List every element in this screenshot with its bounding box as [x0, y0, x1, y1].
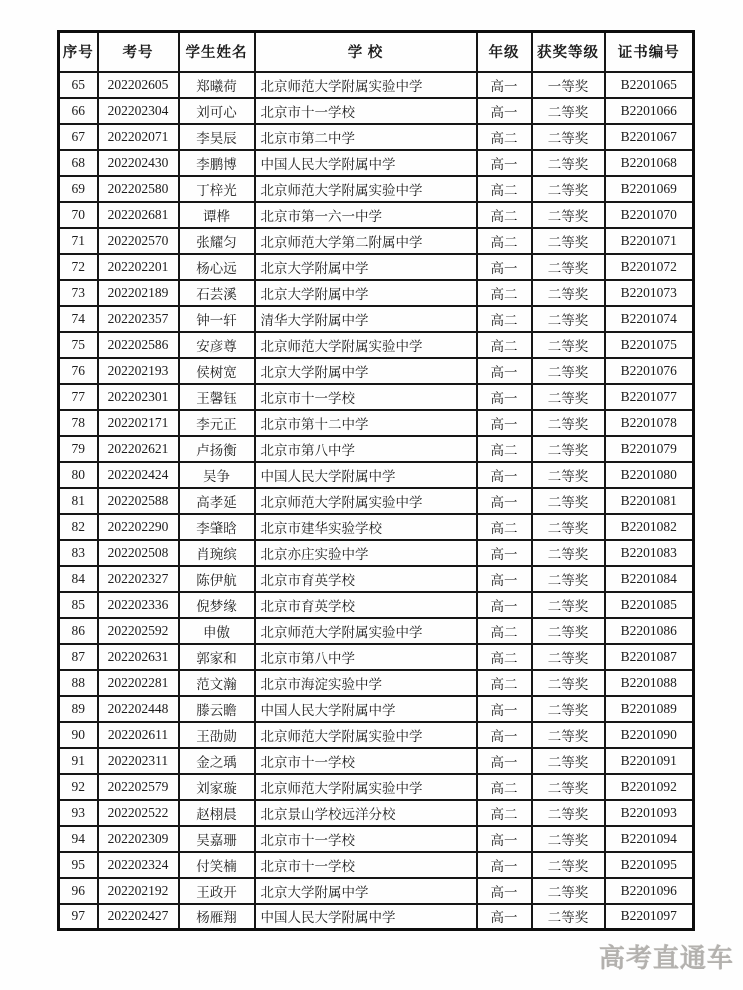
table-cell: 北京大学附属中学: [255, 878, 477, 904]
table-cell: 202202681: [98, 202, 179, 228]
table-cell: 二等奖: [532, 826, 605, 852]
table-row: [59, 826, 694, 852]
table-row: [59, 124, 694, 150]
table-cell: 81: [59, 488, 98, 514]
table-cell: 北京亦庄实验中学: [255, 540, 477, 566]
table-cell: 二等奖: [532, 436, 605, 462]
table-cell: 77: [59, 384, 98, 410]
table-cell: 高一: [477, 540, 532, 566]
table-cell: 侯树宽: [179, 358, 255, 384]
table-cell: B2201075: [605, 332, 694, 358]
table-cell: 金之瑀: [179, 748, 255, 774]
table-cell: 75: [59, 332, 98, 358]
table-cell: 刘家璇: [179, 774, 255, 800]
table-cell: B2201074: [605, 306, 694, 332]
table-cell: 王政开: [179, 878, 255, 904]
table-cell: B2201095: [605, 852, 694, 878]
table-cell: B2201088: [605, 670, 694, 696]
table-cell: 高一: [477, 462, 532, 488]
table-cell: 202202201: [98, 254, 179, 280]
table-cell: 95: [59, 852, 98, 878]
table-cell: 二等奖: [532, 176, 605, 202]
table-cell: 70: [59, 202, 98, 228]
table-cell: 高一: [477, 410, 532, 436]
table-cell: 二等奖: [532, 670, 605, 696]
table-cell: 202202304: [98, 98, 179, 124]
table-cell: B2201077: [605, 384, 694, 410]
table-cell: 202202631: [98, 644, 179, 670]
table-cell: B2201080: [605, 462, 694, 488]
table-cell: 北京市育英学校: [255, 566, 477, 592]
table-cell: 高二: [477, 124, 532, 150]
table-cell: B2201094: [605, 826, 694, 852]
table-cell: 90: [59, 722, 98, 748]
table-cell: 二等奖: [532, 228, 605, 254]
table-row: [59, 800, 694, 826]
table-cell: 202202357: [98, 306, 179, 332]
table-cell: B2201066: [605, 98, 694, 124]
table-cell: 北京大学附属中学: [255, 358, 477, 384]
table-row: [59, 696, 694, 722]
table-cell: 李元正: [179, 410, 255, 436]
table-row: [59, 748, 694, 774]
column-header-4: 年级: [477, 32, 532, 72]
table-cell: 安彦尊: [179, 332, 255, 358]
table-cell: 69: [59, 176, 98, 202]
table-cell: 二等奖: [532, 306, 605, 332]
table-cell: 202202324: [98, 852, 179, 878]
table-cell: 中国人民大学附属中学: [255, 696, 477, 722]
table-cell: 北京大学附属中学: [255, 254, 477, 280]
table-cell: 202202605: [98, 72, 179, 98]
table-cell: 二等奖: [532, 488, 605, 514]
table-cell: 二等奖: [532, 800, 605, 826]
table-cell: B2201069: [605, 176, 694, 202]
column-header-3: 学 校: [255, 32, 477, 72]
table-cell: 北京师范大学附属实验中学: [255, 488, 477, 514]
table-cell: 高二: [477, 306, 532, 332]
table-cell: 高一: [477, 878, 532, 904]
table-cell: 高二: [477, 436, 532, 462]
table-cell: 202202427: [98, 904, 179, 930]
table-cell: 北京市海淀实验中学: [255, 670, 477, 696]
table-cell: 卢扬衡: [179, 436, 255, 462]
table-cell: 北京师范大学附属实验中学: [255, 176, 477, 202]
table-cell: 二等奖: [532, 254, 605, 280]
award-table: [57, 30, 695, 931]
table-cell: 202202301: [98, 384, 179, 410]
table-cell: 北京市第二中学: [255, 124, 477, 150]
table-cell: 202202508: [98, 540, 179, 566]
table-cell: 高一: [477, 150, 532, 176]
table-cell: 倪梦缘: [179, 592, 255, 618]
table-cell: B2201065: [605, 72, 694, 98]
table-cell: B2201083: [605, 540, 694, 566]
table-cell: 郑曦荷: [179, 72, 255, 98]
table-row: [59, 462, 694, 488]
table-row: [59, 852, 694, 878]
table-cell: 杨雁翔: [179, 904, 255, 930]
table-cell: 高一: [477, 488, 532, 514]
table-cell: 北京市第一六一中学: [255, 202, 477, 228]
table-cell: 85: [59, 592, 98, 618]
table-cell: 北京大学附属中学: [255, 280, 477, 306]
table-cell: 赵栩晨: [179, 800, 255, 826]
table-row: [59, 384, 694, 410]
table-cell: 高一: [477, 722, 532, 748]
column-header-1: 考号: [98, 32, 179, 72]
table-cell: B2201073: [605, 280, 694, 306]
table-cell: B2201089: [605, 696, 694, 722]
table-row: [59, 904, 694, 930]
table-cell: B2201068: [605, 150, 694, 176]
table-cell: 二等奖: [532, 150, 605, 176]
table-cell: B2201097: [605, 904, 694, 930]
table-row: [59, 228, 694, 254]
table-cell: 吴嘉珊: [179, 826, 255, 852]
table-cell: B2201071: [605, 228, 694, 254]
table-row: [59, 488, 694, 514]
table-cell: 北京师范大学第二附属中学: [255, 228, 477, 254]
table-cell: 一等奖: [532, 72, 605, 98]
column-header-6: 证书编号: [605, 32, 694, 72]
table-cell: 74: [59, 306, 98, 332]
table-cell: B2201091: [605, 748, 694, 774]
table-cell: 76: [59, 358, 98, 384]
table-cell: 202202592: [98, 618, 179, 644]
table-cell: B2201072: [605, 254, 694, 280]
table-cell: 高一: [477, 72, 532, 98]
table-cell: 高孝延: [179, 488, 255, 514]
table-cell: 李昊辰: [179, 124, 255, 150]
column-header-5: 获奖等级: [532, 32, 605, 72]
table-cell: 北京师范大学附属实验中学: [255, 774, 477, 800]
table-cell: 肖琬缤: [179, 540, 255, 566]
table-cell: 202202327: [98, 566, 179, 592]
table-row: [59, 514, 694, 540]
table-cell: 付笑楠: [179, 852, 255, 878]
table-cell: B2201086: [605, 618, 694, 644]
table-cell: 北京市十一学校: [255, 98, 477, 124]
table-row: [59, 410, 694, 436]
table-cell: 北京市第十二中学: [255, 410, 477, 436]
table-cell: 202202171: [98, 410, 179, 436]
table-cell: 高一: [477, 358, 532, 384]
table-row: [59, 280, 694, 306]
column-header-2: 学生姓名: [179, 32, 255, 72]
table-cell: 高二: [477, 280, 532, 306]
table-cell: 北京市十一学校: [255, 384, 477, 410]
table-row: [59, 670, 694, 696]
table-cell: 202202290: [98, 514, 179, 540]
table-cell: 高二: [477, 176, 532, 202]
table-cell: 北京师范大学附属实验中学: [255, 618, 477, 644]
table-cell: 202202189: [98, 280, 179, 306]
table-cell: 93: [59, 800, 98, 826]
table-row: [59, 176, 694, 202]
table-cell: 张耀匀: [179, 228, 255, 254]
table-cell: 89: [59, 696, 98, 722]
table-cell: 73: [59, 280, 98, 306]
table-cell: 高二: [477, 644, 532, 670]
watermark: 高考直通车: [599, 944, 735, 973]
table-cell: 66: [59, 98, 98, 124]
table-cell: 72: [59, 254, 98, 280]
table-cell: 北京师范大学附属实验中学: [255, 722, 477, 748]
table-row: [59, 644, 694, 670]
table-cell: 高二: [477, 202, 532, 228]
table-cell: 202202430: [98, 150, 179, 176]
table-cell: 北京师范大学附属实验中学: [255, 72, 477, 98]
table-cell: 二等奖: [532, 98, 605, 124]
table-cell: B2201093: [605, 800, 694, 826]
table-cell: 高一: [477, 384, 532, 410]
table-row: [59, 150, 694, 176]
table-cell: 65: [59, 72, 98, 98]
table-cell: 杨心远: [179, 254, 255, 280]
table-cell: 钟一轩: [179, 306, 255, 332]
table-cell: 202202311: [98, 748, 179, 774]
table-cell: 202202281: [98, 670, 179, 696]
table-cell: 北京景山学校远洋分校: [255, 800, 477, 826]
table-cell: 67: [59, 124, 98, 150]
table-cell: 北京市育英学校: [255, 592, 477, 618]
table-cell: 高二: [477, 670, 532, 696]
table-cell: 二等奖: [532, 852, 605, 878]
table-cell: B2201078: [605, 410, 694, 436]
table-cell: 高一: [477, 696, 532, 722]
table-cell: 高二: [477, 618, 532, 644]
table-cell: 91: [59, 748, 98, 774]
table-row: [59, 202, 694, 228]
table-cell: 202202193: [98, 358, 179, 384]
table-row: [59, 306, 694, 332]
table-cell: 高二: [477, 800, 532, 826]
table-cell: B2201087: [605, 644, 694, 670]
table-cell: 高一: [477, 566, 532, 592]
table-cell: 二等奖: [532, 514, 605, 540]
table-row: [59, 878, 694, 904]
table-row: [59, 254, 694, 280]
table-cell: 202202570: [98, 228, 179, 254]
table-cell: 79: [59, 436, 98, 462]
table-cell: B2201070: [605, 202, 694, 228]
table-cell: 高一: [477, 904, 532, 930]
table-cell: 高二: [477, 332, 532, 358]
table-cell: B2201084: [605, 566, 694, 592]
table-cell: 高二: [477, 774, 532, 800]
table-cell: 丁梓光: [179, 176, 255, 202]
table-cell: 陈伊航: [179, 566, 255, 592]
table-cell: 二等奖: [532, 462, 605, 488]
table-cell: 清华大学附属中学: [255, 306, 477, 332]
table-cell: 202202336: [98, 592, 179, 618]
table-cell: 202202580: [98, 176, 179, 202]
table-row: [59, 774, 694, 800]
table-cell: 范文瀚: [179, 670, 255, 696]
table-cell: 北京市十一学校: [255, 826, 477, 852]
table-cell: 高二: [477, 514, 532, 540]
table-body: [59, 72, 694, 930]
table-cell: 202202071: [98, 124, 179, 150]
table-row: [59, 332, 694, 358]
table-cell: 高一: [477, 852, 532, 878]
table-cell: 高一: [477, 748, 532, 774]
table-cell: 高一: [477, 826, 532, 852]
table-cell: 68: [59, 150, 98, 176]
table-cell: 82: [59, 514, 98, 540]
table-cell: 二等奖: [532, 280, 605, 306]
table-cell: 中国人民大学附属中学: [255, 150, 477, 176]
table-cell: 中国人民大学附属中学: [255, 462, 477, 488]
table-cell: 86: [59, 618, 98, 644]
table-cell: 二等奖: [532, 774, 605, 800]
table-cell: 二等奖: [532, 878, 605, 904]
table-row: [59, 72, 694, 98]
table-cell: 二等奖: [532, 696, 605, 722]
table-cell: B2201090: [605, 722, 694, 748]
table-cell: 滕云瞻: [179, 696, 255, 722]
table-cell: B2201092: [605, 774, 694, 800]
table-cell: 李肇晗: [179, 514, 255, 540]
table-cell: 二等奖: [532, 358, 605, 384]
table-cell: 二等奖: [532, 540, 605, 566]
table-cell: 202202579: [98, 774, 179, 800]
table-cell: 吴争: [179, 462, 255, 488]
table-cell: 谭桦: [179, 202, 255, 228]
table-cell: B2201081: [605, 488, 694, 514]
table-row: [59, 436, 694, 462]
table-row: [59, 592, 694, 618]
table-cell: 李鹏博: [179, 150, 255, 176]
table-cell: 北京师范大学附属实验中学: [255, 332, 477, 358]
table-cell: 83: [59, 540, 98, 566]
table-cell: 202202522: [98, 800, 179, 826]
table-cell: 二等奖: [532, 332, 605, 358]
table-cell: 高一: [477, 592, 532, 618]
table-cell: 二等奖: [532, 904, 605, 930]
table-cell: 87: [59, 644, 98, 670]
table-cell: 80: [59, 462, 98, 488]
table-cell: B2201082: [605, 514, 694, 540]
table-cell: 二等奖: [532, 202, 605, 228]
table-cell: 二等奖: [532, 748, 605, 774]
table-cell: 刘可心: [179, 98, 255, 124]
table-row: [59, 618, 694, 644]
table-cell: 申傲: [179, 618, 255, 644]
table-cell: 高一: [477, 254, 532, 280]
table-cell: 78: [59, 410, 98, 436]
table-cell: 88: [59, 670, 98, 696]
table-cell: 202202586: [98, 332, 179, 358]
table-row: [59, 540, 694, 566]
table-cell: 中国人民大学附属中学: [255, 904, 477, 930]
table-cell: 二等奖: [532, 124, 605, 150]
table-row: [59, 566, 694, 592]
table-cell: B2201096: [605, 878, 694, 904]
table-cell: B2201085: [605, 592, 694, 618]
table-cell: 北京市十一学校: [255, 748, 477, 774]
table-cell: 二等奖: [532, 566, 605, 592]
table-cell: 二等奖: [532, 644, 605, 670]
table-cell: 二等奖: [532, 722, 605, 748]
table-row: [59, 722, 694, 748]
table-cell: 二等奖: [532, 384, 605, 410]
table-cell: 二等奖: [532, 410, 605, 436]
table-cell: 71: [59, 228, 98, 254]
table-cell: 北京市第八中学: [255, 644, 477, 670]
table-cell: 202202448: [98, 696, 179, 722]
table-cell: 96: [59, 878, 98, 904]
table-cell: 202202611: [98, 722, 179, 748]
table-cell: B2201079: [605, 436, 694, 462]
table-cell: 王馨钰: [179, 384, 255, 410]
table-cell: 石芸溪: [179, 280, 255, 306]
table-cell: B2201067: [605, 124, 694, 150]
table-cell: 84: [59, 566, 98, 592]
table-cell: 92: [59, 774, 98, 800]
table-cell: 北京市十一学校: [255, 852, 477, 878]
table-cell: 王劭勋: [179, 722, 255, 748]
table-cell: 94: [59, 826, 98, 852]
table-cell: 202202309: [98, 826, 179, 852]
table-cell: 202202424: [98, 462, 179, 488]
table-cell: 202202588: [98, 488, 179, 514]
table-cell: 二等奖: [532, 618, 605, 644]
table-cell: 202202192: [98, 878, 179, 904]
table-cell: 高一: [477, 98, 532, 124]
table-header-row: [59, 32, 694, 72]
table-cell: B2201076: [605, 358, 694, 384]
table-row: [59, 358, 694, 384]
column-header-0: 序号: [59, 32, 98, 72]
table-cell: 二等奖: [532, 592, 605, 618]
table-cell: 北京市建华实验学校: [255, 514, 477, 540]
table-cell: 高二: [477, 228, 532, 254]
table-cell: 郭家和: [179, 644, 255, 670]
table-cell: 97: [59, 904, 98, 930]
table-cell: 202202621: [98, 436, 179, 462]
table-cell: 北京市第八中学: [255, 436, 477, 462]
table-row: [59, 98, 694, 124]
